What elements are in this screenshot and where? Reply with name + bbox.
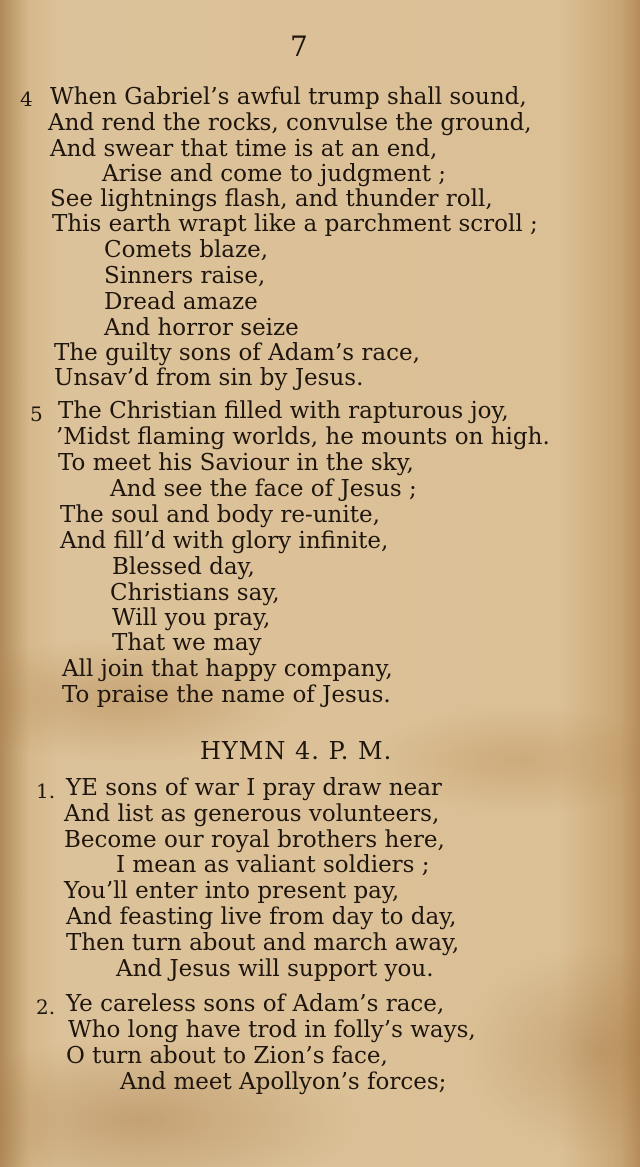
verse-line: And see the face of Jesus ; (110, 476, 417, 502)
verse-line: Arise and come to judgment ; (102, 161, 447, 187)
verse-line: To praise the name of Jesus. (62, 682, 391, 708)
verse-line: Comets blaze, (104, 237, 269, 263)
verse-line: And fill’d with glory infinite, (60, 528, 389, 554)
verse-line: When Gabriel’s awful trump shall sound, (50, 84, 527, 110)
verse-line: And feasting live from day to day, (66, 904, 457, 930)
verse-line: The Christian filled with rapturous joy, (58, 398, 509, 424)
verse-line: Blessed day, (112, 554, 255, 580)
verse-line: Christians say, (110, 580, 280, 606)
verse-line: And horror seize (104, 315, 299, 341)
stanza-number: 4 (20, 87, 33, 111)
verse-line: The guilty sons of Adam’s race, (54, 340, 420, 366)
verse-line: See lightnings flash, and thunder roll, (50, 186, 493, 212)
verse-line: The soul and body re-unite, (60, 502, 380, 528)
verse-line: And list as generous volunteers, (64, 801, 440, 827)
verse-line: Will you pray, (112, 605, 271, 631)
verse-line: Then turn about and march away, (66, 930, 460, 956)
verse-line: And meet Apollyon’s forces; (120, 1069, 447, 1095)
verse-line: All join that happy company, (62, 656, 393, 682)
verse-line: Become our royal brothers here, (64, 827, 445, 853)
verse-line: You’ll enter into present pay, (64, 878, 400, 904)
verse-line: Sinners raise, (104, 263, 266, 289)
verse-line: Who long have trod in folly’s ways, (68, 1017, 476, 1043)
verse-line: And rend the rocks, convulse the ground, (48, 110, 532, 136)
verse-line: And swear that time is at an end, (50, 136, 438, 162)
verse-line: I mean as valiant soldiers ; (116, 852, 430, 878)
verse-line: O turn about to Zion’s face, (66, 1043, 388, 1069)
verse-line: ’Midst flaming worlds, he mounts on high. (56, 424, 550, 450)
verse-line: That we may (112, 630, 262, 656)
verse-line: YE sons of war I pray draw near (66, 775, 442, 801)
verse-line: Dread amaze (104, 289, 258, 315)
page-number: 7 (290, 30, 308, 63)
stanza-number: 1. (36, 779, 56, 803)
verse-line: Unsav’d from sin by Jesus. (54, 365, 364, 391)
verse-line: Ye careless sons of Adam’s race, (66, 991, 445, 1017)
stanza-number: 2. (36, 995, 56, 1019)
verse-line: And Jesus will support you. (116, 956, 434, 982)
verse-line: To meet his Saviour in the sky, (58, 450, 414, 476)
verse-line: This earth wrapt like a parchment scroll ; (52, 211, 538, 237)
hymn-heading: HYMN 4. P. M. (200, 737, 393, 765)
stanza-number: 5 (30, 402, 43, 426)
